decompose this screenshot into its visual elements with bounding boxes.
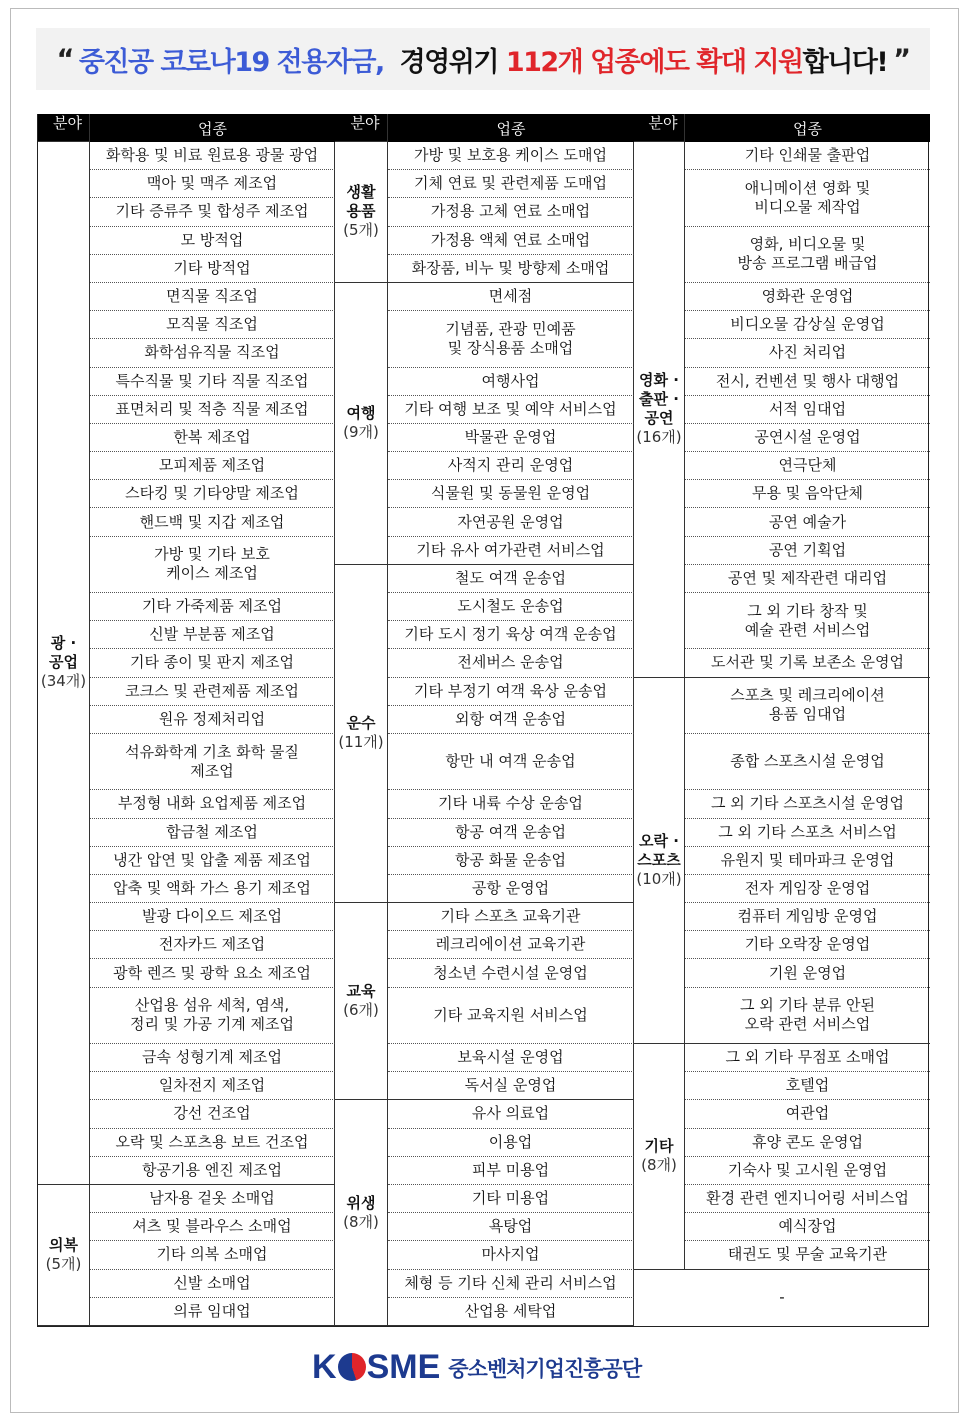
header-industry-1: 업종	[90, 114, 335, 142]
industry-cell: 전자카드 제조업	[90, 931, 335, 959]
industry-cell: 스포츠 및 레크리에이션 용품 임대업	[685, 678, 930, 734]
industry-cell: 박물관 운영업	[388, 424, 634, 452]
category-cell	[335, 903, 388, 1100]
industry-cell: 가정용 액체 연료 소매업	[388, 227, 634, 255]
industry-cell: 청소년 수련시설 운영업	[388, 959, 634, 987]
industry-cell: 사진 처리업	[685, 339, 930, 367]
industry-cell: 기타 의복 소매업	[90, 1241, 335, 1269]
industry-cell: 유원지 및 테마파크 운영업	[685, 847, 930, 875]
industry-cell: 사적지 관리 운영업	[388, 452, 634, 480]
industry-table	[37, 114, 929, 1327]
industry-cell: 항공 여객 운송업	[388, 819, 634, 847]
kosme-emblem-icon	[338, 1353, 366, 1381]
industry-cell: 그 외 기타 무점포 소매업	[685, 1044, 930, 1072]
industry-cell: 가방 및 보호용 케이스 도매업	[388, 142, 634, 170]
category-count: (9개)	[343, 423, 379, 442]
category-cell	[335, 1100, 388, 1326]
industry-cell: 신발 부분품 제조업	[90, 621, 335, 649]
category-count: (6개)	[343, 1001, 379, 1020]
industry-cell: 광학 렌즈 및 광학 요소 제조업	[90, 959, 335, 987]
industry-cell: 기타 여행 보조 및 예약 서비스업	[388, 396, 634, 424]
industry-cell: 기타 인쇄물 출판업	[685, 142, 930, 170]
kosme-logo	[312, 1348, 641, 1387]
industry-cell: 컴퓨터 게임방 운영업	[685, 903, 930, 931]
industry-cell: 기타 미용업	[388, 1185, 634, 1213]
industry-cell: 기숙사 및 고시원 운영업	[685, 1157, 930, 1185]
industry-cell: 영화, 비디오물 및 방송 프로그램 배급업	[685, 227, 930, 283]
industry-cell: 호텔업	[685, 1072, 930, 1100]
industry-cell: 공연 예술가	[685, 508, 930, 536]
title-black-1: 경영위기	[399, 46, 498, 78]
industry-cell: 기타 내륙 수상 운송업	[388, 790, 634, 818]
industry-cell: 그 외 기타 스포츠 서비스업	[685, 819, 930, 847]
category-count: (8개)	[343, 1212, 379, 1231]
industry-cell: 여행사업	[388, 368, 634, 396]
industry-cell: 애니메이션 영화 및 비디오물 제작업	[685, 170, 930, 226]
industry-cell: 도서관 및 기록 보존소 운영업	[685, 649, 930, 677]
industry-cell: -	[779, 1288, 785, 1307]
industry-cell: 일차전지 제조업	[90, 1072, 335, 1100]
industry-cell: 석유화학계 기초 화학 물질 제조업	[90, 734, 335, 790]
industry-cell: 그 외 기타 스포츠시설 운영업	[685, 790, 930, 818]
category-count: (8개)	[641, 1156, 677, 1175]
industry-cell: 가방 및 기타 보호 케이스 제조업	[90, 537, 335, 593]
category-name: 영화 · 출판 · 공연	[639, 371, 679, 428]
industry-cell: 보육시설 운영업	[388, 1044, 634, 1072]
industry-cell: 스타킹 및 기타양말 제조업	[90, 480, 335, 508]
category-cell	[38, 142, 90, 1185]
industry-cell: 핸드백 및 지갑 제조업	[90, 508, 335, 536]
industry-cell: 태권도 및 무술 교육기관	[685, 1241, 930, 1269]
category-cell	[634, 142, 685, 678]
industry-cell: 욕탕업	[388, 1213, 634, 1241]
category-count: (34개)	[40, 672, 87, 691]
industry-cell: 독서실 운영업	[388, 1072, 634, 1100]
industry-cell: 기념품, 관광 민예품 및 장식용품 소매업	[388, 311, 634, 367]
category-name: 운수	[346, 714, 376, 733]
industry-cell: 압축 및 액화 가스 용기 제조업	[90, 875, 335, 903]
title-black-2: 합니다!	[802, 46, 888, 78]
industry-cell: 원유 정제처리업	[90, 706, 335, 734]
industry-cell: 체형 등 기타 신체 관리 서비스업	[388, 1270, 634, 1298]
category-count: (5개)	[45, 1254, 82, 1273]
industry-cell: 연극단체	[685, 452, 930, 480]
industry-cell: 공연시설 운영업	[685, 424, 930, 452]
category-cell	[634, 678, 685, 1044]
category-name: 광 · 공업	[49, 634, 78, 672]
industry-cell: 모직물 직조업	[90, 311, 335, 339]
header-industry-3: 업종	[685, 114, 930, 142]
industry-cell: 신발 소매업	[90, 1270, 335, 1298]
industry-cell: 전시, 컨벤션 및 행사 대행업	[685, 368, 930, 396]
industry-cell: 그 외 기타 창작 및 예술 관련 서비스업	[685, 593, 930, 649]
industry-cell: 휴양 콘도 운영업	[685, 1129, 930, 1157]
industry-cell: 기타 교육지원 서비스업	[388, 988, 634, 1044]
category-name: 생활 용품	[346, 183, 376, 221]
industry-cell: 항공기용 엔진 제조업	[90, 1157, 335, 1185]
industry-cell: 발광 다이오드 제조업	[90, 903, 335, 931]
industry-cell: 전세버스 운송업	[388, 649, 634, 677]
category-cell	[634, 1044, 685, 1270]
industry-cell: 산업용 섬유 세척, 염색, 정리 및 가공 기계 제조업	[90, 988, 335, 1044]
header-industry-2: 업종	[388, 114, 634, 142]
industry-cell: 화장품, 비누 및 방향제 소매업	[388, 255, 634, 283]
industry-cell: 레크리에이션 교육기관	[388, 931, 634, 959]
industry-cell: 가정용 고체 연료 소매업	[388, 198, 634, 226]
industry-cell: 기타 종이 및 판지 제조업	[90, 649, 335, 677]
industry-cell: 예식장업	[685, 1213, 930, 1241]
industry-cell: 자연공원 운영업	[388, 508, 634, 536]
category-count: (5개)	[343, 221, 379, 240]
industry-cell: 이용업	[388, 1129, 634, 1157]
industry-cell: 기타 오락장 운영업	[685, 931, 930, 959]
industry-cell: 기원 운영업	[685, 959, 930, 987]
industry-cell: 화학용 및 비료 원료용 광물 광업	[90, 142, 335, 170]
industry-cell: 의류 임대업	[90, 1298, 335, 1326]
industry-cell: 외항 여객 운송업	[388, 706, 634, 734]
industry-cell: 환경 관련 엔지니어링 서비스업	[685, 1185, 930, 1213]
category-name: 오락 · 스포츠	[637, 831, 681, 869]
industry-cell: 금속 성형기계 제조업	[90, 1044, 335, 1072]
industry-cell: 기타 가죽제품 제조업	[90, 593, 335, 621]
title-red: 112개 업종에도 확대 지원	[505, 46, 803, 78]
industry-cell: 기타 증류주 및 합성주 제조업	[90, 198, 335, 226]
industry-cell: 피부 미용업	[388, 1157, 634, 1185]
title-blue: 중진공 코로나19 전용자금,	[78, 46, 384, 78]
industry-cell: 식물원 및 동물원 운영업	[388, 480, 634, 508]
industry-cell: 유사 의료업	[388, 1100, 634, 1128]
industry-cell: 합금철 제조업	[90, 819, 335, 847]
category-name: 의복	[49, 1235, 78, 1254]
category-name: 위생	[346, 1193, 376, 1212]
industry-cell: 영화관 운영업	[685, 283, 930, 311]
industry-cell: 산업용 세탁업	[388, 1298, 634, 1326]
header-category-1: 분야	[38, 114, 90, 142]
category-name: 기타	[644, 1137, 674, 1156]
category-name: 교육	[346, 982, 376, 1001]
industry-cell: 그 외 기타 분류 안된 오락 관련 서비스업	[685, 988, 930, 1044]
industry-cell: 종합 스포츠시설 운영업	[685, 734, 930, 790]
close-quote: ”	[893, 43, 910, 75]
industry-cell: 도시철도 운송업	[388, 593, 634, 621]
industry-cell: 항공 화물 운송업	[388, 847, 634, 875]
industry-cell: 표면처리 및 적층 직물 제조업	[90, 396, 335, 424]
industry-cell: 기타 부정기 여객 육상 운송업	[388, 678, 634, 706]
industry-cell: 모 방적업	[90, 227, 335, 255]
industry-cell: 냉간 압연 및 압출 제품 제조업	[90, 847, 335, 875]
industry-cell: 맥아 및 맥주 제조업	[90, 170, 335, 198]
industry-cell: 한복 제조업	[90, 424, 335, 452]
industry-cell: 면직물 직조업	[90, 283, 335, 311]
title-banner	[36, 28, 930, 90]
industry-cell: 부정형 내화 요업제품 제조업	[90, 790, 335, 818]
industry-cell: 공연 및 제작관련 대리업	[685, 565, 930, 593]
category-count: (11개)	[338, 733, 384, 752]
industry-cell: 화학섬유직물 직조업	[90, 339, 335, 367]
kosme-wordmark: K SME	[312, 1348, 441, 1386]
industry-cell: 기타 유사 여가관련 서비스업	[388, 537, 634, 565]
category-count: (16개)	[636, 428, 682, 447]
industry-cell: 특수직물 및 기타 직물 직조업	[90, 368, 335, 396]
org-name: 중소벤처기업진흥공단	[448, 1356, 642, 1381]
industry-cell: 항만 내 여객 운송업	[388, 734, 634, 790]
open-quote: “	[56, 43, 73, 75]
industry-cell: 강선 건조업	[90, 1100, 335, 1128]
category-cell	[335, 283, 388, 565]
industry-cell: 기타 스포츠 교육기관	[388, 903, 634, 931]
category-cell	[335, 565, 388, 903]
industry-cell: 공항 운영업	[388, 875, 634, 903]
header-category-3: 분야	[634, 114, 685, 142]
industry-cell: 기타 방적업	[90, 255, 335, 283]
industry-cell: 전자 게임장 운영업	[685, 875, 930, 903]
industry-cell: 모피제품 제조업	[90, 452, 335, 480]
industry-cell: 남자용 겉옷 소매업	[90, 1185, 335, 1213]
industry-cell: 서적 임대업	[685, 396, 930, 424]
category-cell	[335, 142, 388, 283]
category-name: 여행	[346, 404, 376, 423]
industry-cell: 기타 도시 정기 육상 여객 운송업	[388, 621, 634, 649]
industry-cell: 무용 및 음악단체	[685, 480, 930, 508]
industry-cell: 마사지업	[388, 1241, 634, 1269]
industry-cell: 기체 연료 및 관련제품 도매업	[388, 170, 634, 198]
industry-cell: 면세점	[388, 283, 634, 311]
header-category-2: 분야	[335, 114, 388, 142]
industry-cell: 셔츠 및 블라우스 소매업	[90, 1213, 335, 1241]
industry-cell: 코크스 및 관련제품 제조업	[90, 678, 335, 706]
industry-cell: 공연 기획업	[685, 537, 930, 565]
industry-cell: 여관업	[685, 1100, 930, 1128]
industry-cell: 비디오물 감상실 운영업	[685, 311, 930, 339]
industry-cell: 철도 여객 운송업	[388, 565, 634, 593]
category-count: (10개)	[636, 869, 682, 888]
industry-cell: 오락 및 스포츠용 보트 건조업	[90, 1129, 335, 1157]
category-cell	[38, 1185, 90, 1326]
